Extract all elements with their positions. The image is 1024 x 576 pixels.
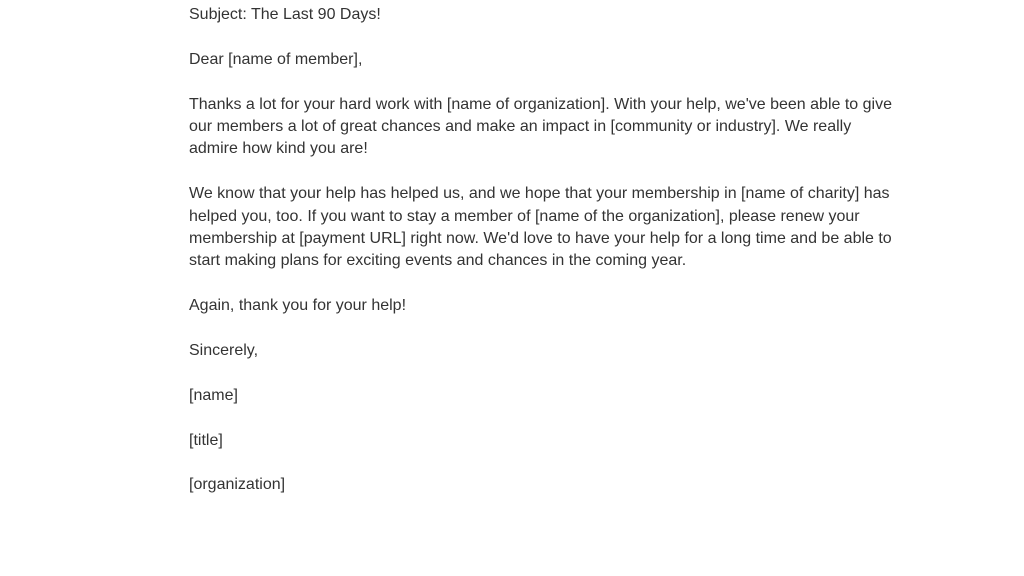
email-paragraph-2: We know that your help has helped us, and we hope that your membership in [name of charity] has helped you, too. If you want to stay a member of [name of the organization], please renew your membership at [payment URL] right now. We'd love to have your help for a long time and be able to start making plans for exciting events and chances in the coming year. <box>189 185 892 270</box>
signature-organization: [organization] <box>189 476 286 494</box>
email-paragraph-1: Thanks a lot for your hard work with [name of organization]. With your help, we've been able to give our members a lot of great chances and make an impact in [community or industry]. We really admire how kind you are! <box>189 95 892 158</box>
email-letter-body <box>189 4 904 497</box>
email-greeting: Dear [name of member], <box>189 50 363 68</box>
email-subject-line: Subject: The Last 90 Days! <box>189 6 381 23</box>
email-paragraph-3: Again, thank you for your help! <box>189 297 407 315</box>
email-closing: Sincerely, <box>189 342 259 360</box>
signature-title: [title] <box>189 431 223 449</box>
signature-name: [name] <box>189 386 238 404</box>
